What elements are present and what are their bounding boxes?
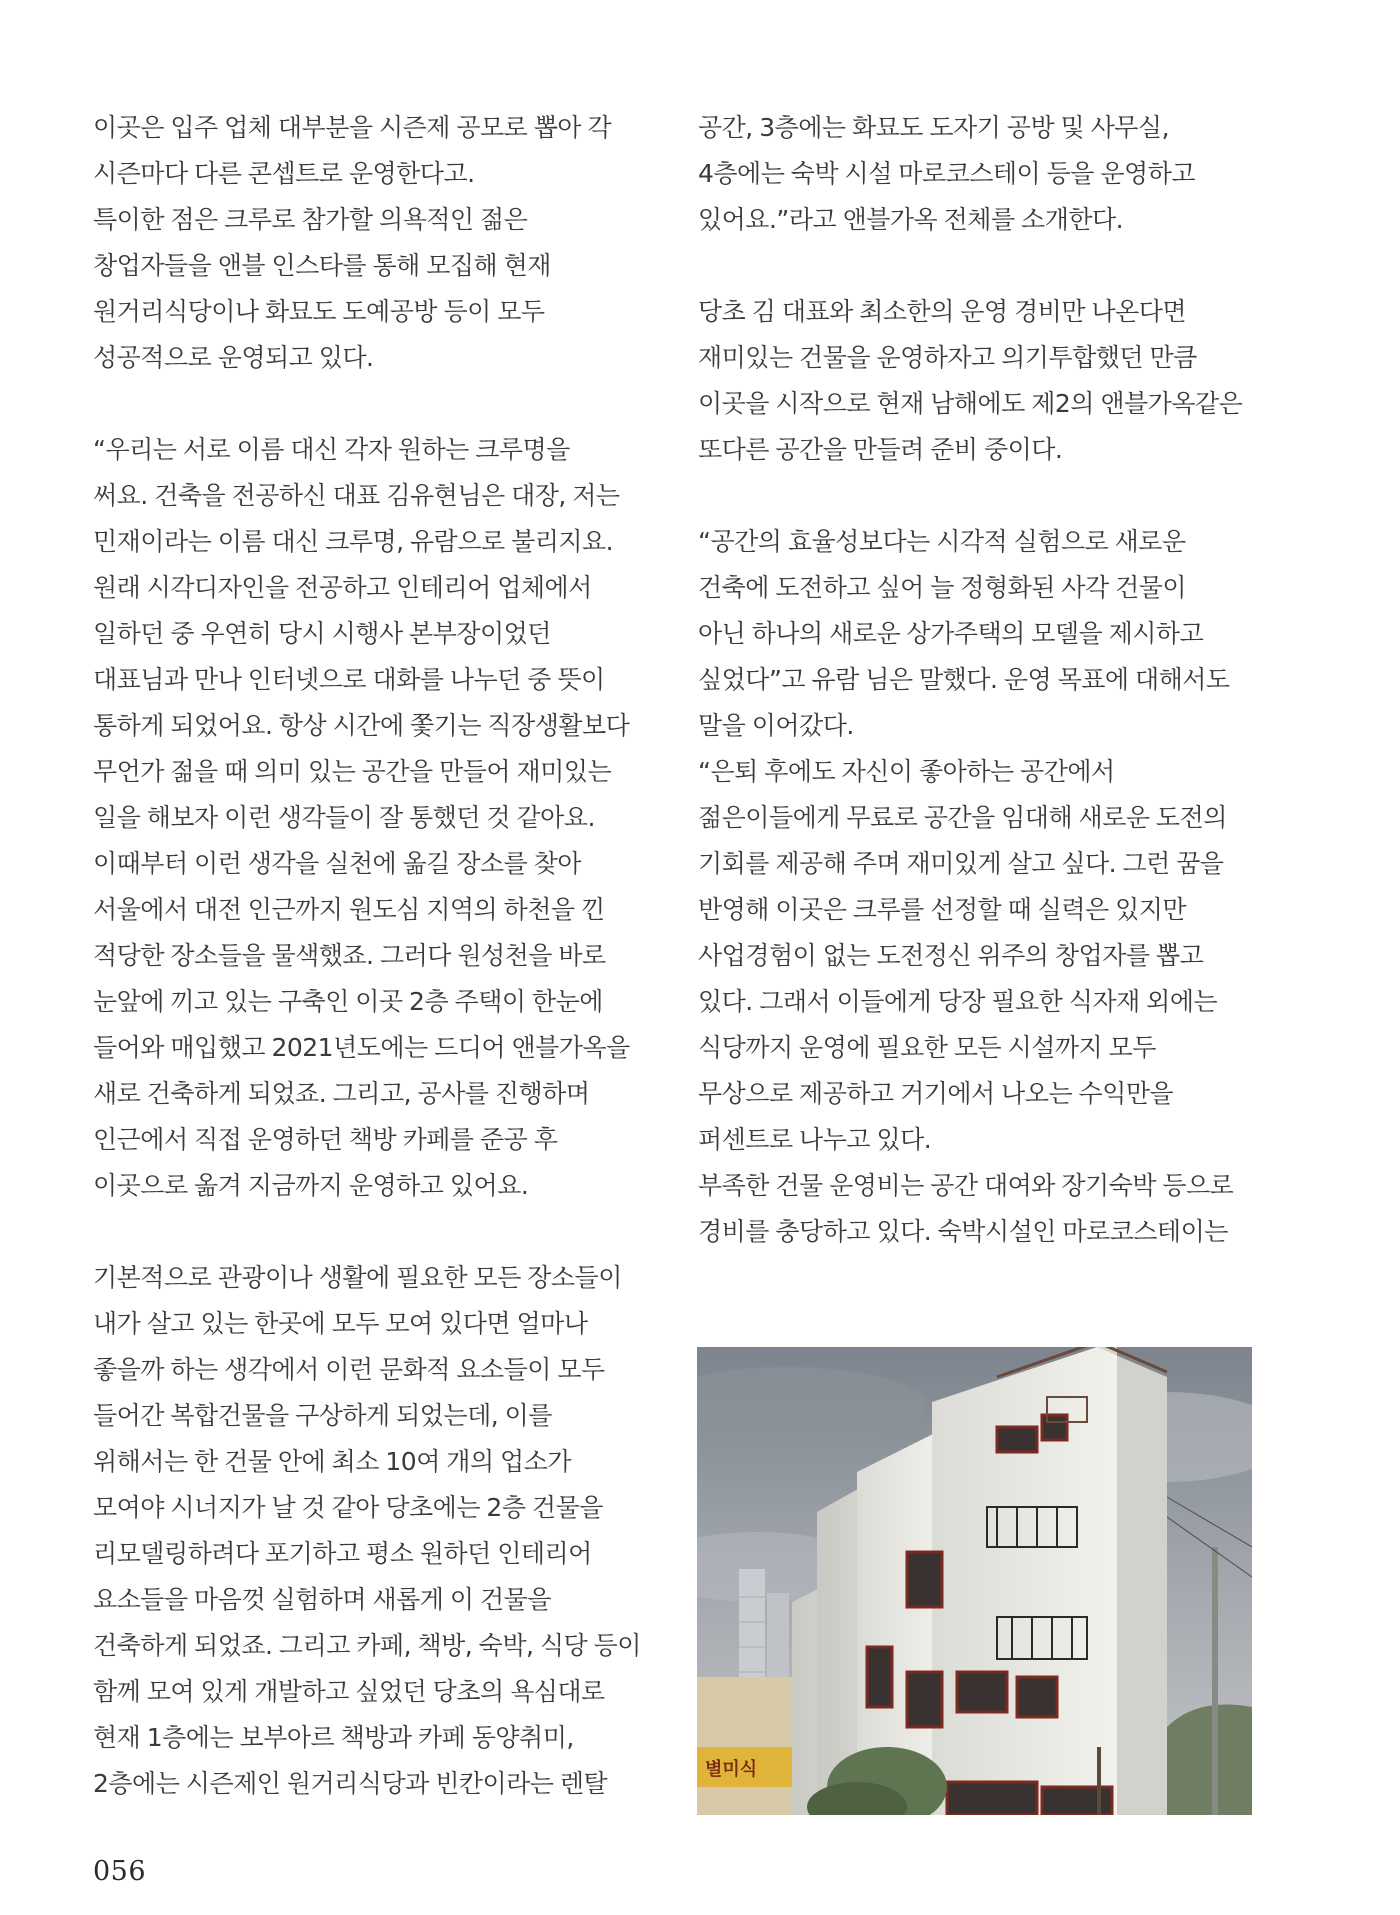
text-line: 반영해 이곳은 크루를 선정할 때 실력은 있지만 — [698, 895, 1187, 924]
text-line: 통하게 되었어요. 항상 시간에 쫓기는 직장생활보다 — [93, 711, 630, 740]
text-line: “우리는 서로 이름 대신 각자 원하는 크루명을 — [93, 435, 570, 464]
text-line: 말을 이어갔다. — [698, 711, 854, 740]
text-line: 성공적으로 운영되고 있다. — [93, 343, 374, 372]
text-line: 요소들을 마음껏 실험하며 새롭게 이 건물을 — [93, 1585, 551, 1614]
text-line: 들어간 복합건물을 구상하게 되었는데, 이를 — [93, 1401, 552, 1430]
text-line: “공간의 효율성보다는 시각적 실험으로 새로운 — [698, 527, 1186, 556]
text-line: 젊은이들에게 무료로 공간을 임대해 새로운 도전의 — [698, 803, 1227, 832]
text-line: 건축하게 되었죠. 그리고 카페, 책방, 숙박, 식당 등이 — [93, 1631, 641, 1660]
text-line: 적당한 장소들을 물색했죠. 그러다 원성천을 바로 — [93, 941, 606, 970]
text-line: 4층에는 숙박 시설 마로코스테이 등을 운영하고 — [698, 159, 1195, 188]
text-line: 2층에는 시즌제인 원거리식당과 빈칸이라는 렌탈 — [93, 1769, 608, 1798]
text-line: 이곳을 시작으로 현재 남해에도 제2의 앤블가옥같은 — [698, 389, 1243, 418]
text-line: 일을 해보자 이런 생각들이 잘 통했던 것 같아요. — [93, 803, 595, 832]
text-line: 써요. 건축을 전공하신 대표 김유현님은 대장, 저는 — [93, 481, 620, 510]
text-line: 모여야 시너지가 날 것 같아 당초에는 2층 건물을 — [93, 1493, 603, 1522]
text-line: 시즌마다 다른 콘셉트로 운영한다고. — [93, 159, 475, 188]
text-line: 현재 1층에는 보부아르 책방과 카페 동양취미, — [93, 1723, 574, 1752]
text-line: 이때부터 이런 생각을 실천에 옮길 장소를 찾아 — [93, 849, 582, 878]
text-line: 인근에서 직접 운영하던 책방 카페를 준공 후 — [93, 1125, 558, 1154]
text-line: 창업자들을 앤블 인스타를 통해 모집해 현재 — [93, 251, 551, 280]
text-line: 사업경험이 없는 도전정신 위주의 창업자를 뽑고 — [698, 941, 1204, 970]
shop-sign-text: 별미식 — [705, 1759, 758, 1780]
building-photo — [697, 1347, 1252, 1815]
text-line: “은퇴 후에도 자신이 좋아하는 공간에서 — [698, 757, 1115, 786]
text-line: 특이한 점은 크루로 참가할 의욕적인 젊은 — [93, 205, 528, 234]
text-line: 있다. 그래서 이들에게 당장 필요한 식자재 외에는 — [698, 987, 1218, 1016]
text-line: 공간, 3층에는 화묘도 도자기 공방 및 사무실, — [698, 113, 1170, 142]
right-text-column — [698, 105, 1258, 1255]
text-line: 대표님과 만나 인터넷으로 대화를 나누던 중 뜻이 — [93, 665, 605, 694]
text-line: 원거리식당이나 화묘도 도예공방 등이 모두 — [93, 297, 545, 326]
text-line: 내가 살고 있는 한곳에 모두 모여 있다면 얼마나 — [93, 1309, 588, 1338]
paragraph-gap — [93, 1209, 653, 1255]
text-line: 이곳은 입주 업체 대부분을 시즌제 공모로 뽑아 각 — [93, 113, 612, 142]
text-line: 좋을까 하는 생각에서 이런 문화적 요소들이 모두 — [93, 1355, 605, 1384]
text-line: 재미있는 건물을 운영하자고 의기투합했던 만큼 — [698, 343, 1197, 372]
paragraph-gap — [698, 473, 1258, 519]
text-line: 싶었다”고 유람 님은 말했다. 운영 목표에 대해서도 — [698, 665, 1230, 694]
text-line: 당초 김 대표와 최소한의 운영 경비만 나온다면 — [698, 297, 1187, 326]
text-line: 이곳으로 옮겨 지금까지 운영하고 있어요. — [93, 1171, 529, 1200]
left-text-column — [93, 105, 653, 1807]
text-line: 아닌 하나의 새로운 상가주택의 모델을 제시하고 — [698, 619, 1204, 648]
text-line: 기본적으로 관광이나 생활에 필요한 모든 장소들이 — [93, 1263, 622, 1292]
text-line: 들어와 매입했고 2021년도에는 드디어 앤블가옥을 — [93, 1033, 630, 1062]
text-line: 원래 시각디자인을 전공하고 인테리어 업체에서 — [93, 573, 592, 602]
text-line: 리모델링하려다 포기하고 평소 원하던 인테리어 — [93, 1539, 592, 1568]
text-line: 기회를 제공해 주며 재미있게 살고 싶다. 그런 꿈을 — [698, 849, 1224, 878]
text-line: 무상으로 제공하고 거기에서 나오는 수익만을 — [698, 1079, 1174, 1108]
text-line: 위해서는 한 건물 안에 최소 10여 개의 업소가 — [93, 1447, 571, 1476]
paragraph-gap — [698, 243, 1258, 289]
paragraph-gap — [93, 381, 653, 427]
text-line: 서울에서 대전 인근까지 원도심 지역의 하천을 낀 — [93, 895, 605, 924]
text-line: 경비를 충당하고 있다. 숙박시설인 마로코스테이는 — [698, 1217, 1228, 1246]
text-line: 있어요.”라고 앤블가옥 전체를 소개한다. — [698, 205, 1124, 234]
text-line: 식당까지 운영에 필요한 모든 시설까지 모두 — [698, 1033, 1156, 1062]
text-line: 새로 건축하게 되었죠. 그리고, 공사를 진행하며 — [93, 1079, 590, 1108]
text-line: 눈앞에 끼고 있는 구축인 이곳 2층 주택이 한눈에 — [93, 987, 603, 1016]
text-line: 함께 모여 있게 개발하고 싶었던 당초의 욕심대로 — [93, 1677, 605, 1706]
text-line: 민재이라는 이름 대신 크루명, 유람으로 불리지요. — [93, 527, 614, 556]
text-line: 또다른 공간을 만들려 준비 중이다. — [698, 435, 1063, 464]
text-line: 부족한 건물 운영비는 공간 대여와 장기숙박 등으로 — [698, 1171, 1234, 1200]
page-number: 056 — [93, 1856, 147, 1887]
text-line: 일하던 중 우연히 당시 시행사 본부장이었던 — [93, 619, 551, 648]
text-line: 건축에 도전하고 싶어 늘 정형화된 사각 건물이 — [698, 573, 1187, 602]
text-line: 퍼센트로 나누고 있다. — [698, 1125, 932, 1154]
text-line: 무언가 젊을 때 의미 있는 공간을 만들어 재미있는 — [93, 757, 612, 786]
